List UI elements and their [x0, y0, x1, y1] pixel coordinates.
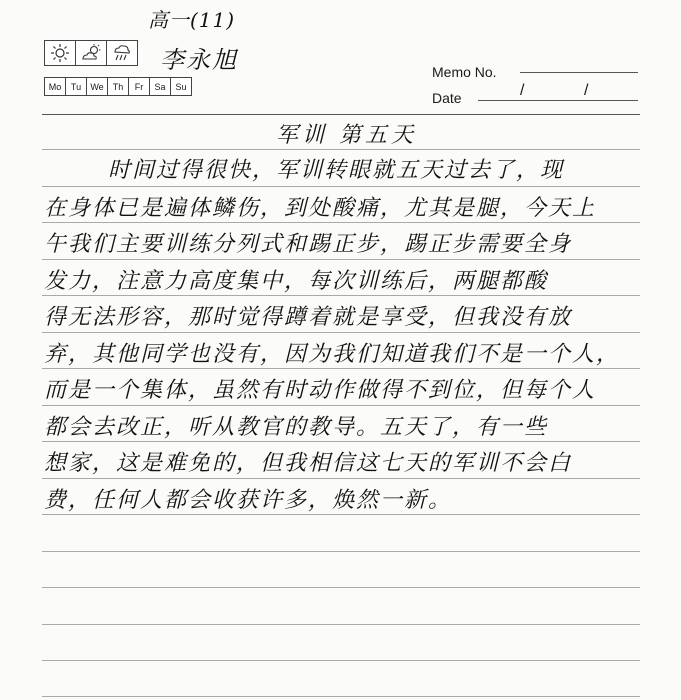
student-name: 李永旭: [160, 46, 238, 74]
essay-line: 而是一个集体，虽然有时动作做得不到位，但每个人: [44, 378, 597, 403]
weekday-th: Th: [107, 77, 129, 96]
weekday-we: We: [86, 77, 108, 96]
partly-cloudy-icon: [75, 40, 107, 66]
class-label: 高一(11): [148, 8, 236, 32]
sun-icon: [44, 40, 76, 66]
weekday-tu: Tu: [65, 77, 87, 96]
ruled-line: [42, 551, 640, 552]
ruled-line: [42, 660, 640, 661]
weekday-row: [44, 77, 191, 96]
header-rule: [42, 114, 640, 115]
essay-line: 弃，其他同学也没有，因为我们知道我们不是一个人，: [44, 342, 621, 367]
weekday-su: Su: [170, 77, 192, 96]
date-slash-1: /: [520, 82, 525, 99]
essay-line: 想家，这是难免的，但我相信这七天的军训不会白: [44, 451, 573, 476]
essay-line: 午我们主要训练分列式和踢正步，踢正步需要全身: [44, 232, 573, 257]
ruled-line: [42, 149, 640, 150]
ruled-line: [42, 186, 640, 187]
essay-line: 都会去改正，听从教官的教导。五天了，有一些: [44, 415, 549, 440]
date-line: [478, 100, 638, 101]
date-label: Date: [432, 90, 462, 106]
essay-line: 时间过得很快，军训转眼就五天过去了，现: [108, 158, 565, 183]
essay-title: 军训 第五天: [276, 123, 417, 148]
ruled-line: [42, 624, 640, 625]
memo-no-label: Memo No.: [432, 64, 497, 80]
essay-line: 得无法形容，那时觉得蹲着就是享受，但我没有放: [44, 305, 573, 330]
essay-line: 在身体已是遍体鳞伤，到处酸痛，尤其是腿，今天上: [44, 196, 597, 221]
ruled-line: [42, 587, 640, 588]
weekday-sa: Sa: [149, 77, 171, 96]
ruled-line: [42, 696, 640, 697]
weekday-fr: Fr: [128, 77, 150, 96]
weekday-mo: Mo: [44, 77, 66, 96]
memo-no-line: [520, 72, 638, 73]
essay-line: 发力，注意力高度集中，每次训练后，两腿都酸: [44, 269, 549, 294]
weather-icon-row: [44, 40, 137, 66]
date-slash-2: /: [584, 82, 589, 99]
rain-icon: [106, 40, 138, 66]
essay-line: 费，任何人都会收获许多，焕然一新。: [44, 488, 453, 513]
